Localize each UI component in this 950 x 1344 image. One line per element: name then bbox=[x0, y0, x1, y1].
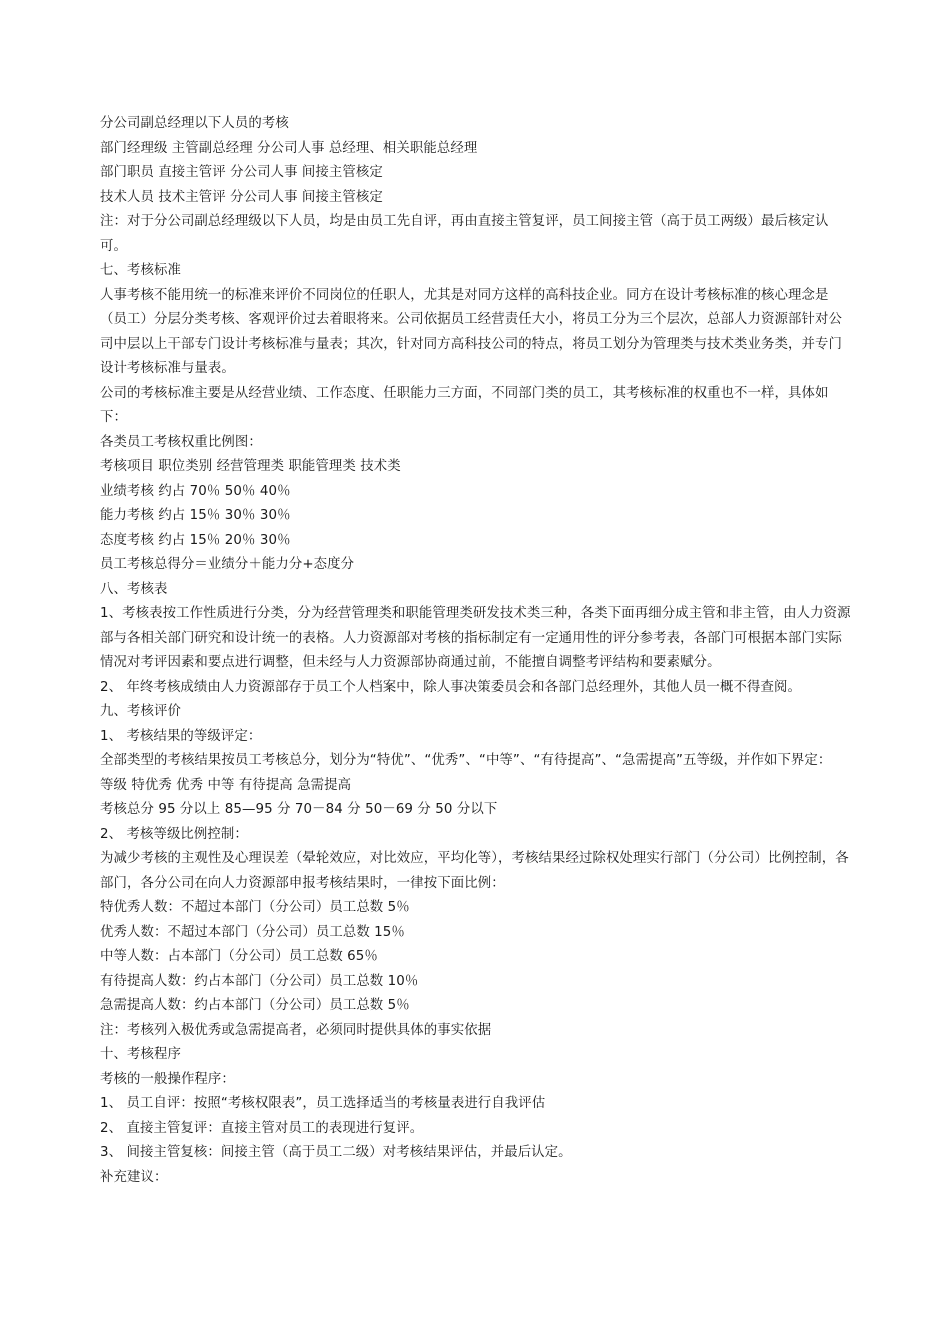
table-row-line: 业绩考核 约占 70％ 50％ 40％ bbox=[100, 483, 291, 499]
ratio-line: 急需提高人数：约占本部门（分公司）员工总数 5％ bbox=[100, 998, 410, 1013]
note-line: 注：考核列入极优秀或急需提高者，必须同时提供具体的事实依据 bbox=[100, 1022, 492, 1038]
text-line: 分公司副总经理以下人员的考核 bbox=[100, 116, 289, 131]
paragraph: 2、 年终考核成绩由人力资源部存于员工个人档案中，除人事决策委员会和各部门总经理外，其他人员一概不得查阅。 bbox=[100, 679, 801, 695]
ratio-line: 有待提高人数：约占本部门（分公司）员工总数 10％ bbox=[100, 973, 419, 989]
text-line: 考核的一般操作程序： bbox=[100, 1071, 235, 1087]
table-row-line: 考核总分 95 分以上 85—95 分 70－84 分 50－69 分 50 分以下 bbox=[100, 802, 498, 817]
section-heading: 九、考核评价 bbox=[100, 704, 181, 719]
formula-line: 员工考核总得分＝业绩分＋能力分+态度分 bbox=[100, 557, 355, 572]
procedure-step: 3、 间接主管复核：间接主管（高于员工二级）对考核结果评估，并最后认定。 bbox=[100, 1145, 572, 1160]
paragraph: 1、考核表按工作性质进行分类，分为经营管理类和职能管理类研发技术类三种，各类下面再细分成主管和非主管，由人力资源部与各相关部门研究和设计统一的表格。人力资源部对考核的指标制定有一定通用性的评分参考表，各部门可根据本部门实际情况对考评因素和要点进行调整，但未经与人力资源部协商通过前，不能擅自调整考评结构和要素赋分。 bbox=[100, 606, 851, 670]
section-heading: 七、考核标准 bbox=[100, 263, 181, 278]
table-header-line: 考核项目 职位类别 经营管理类 职能管理类 技术类 bbox=[100, 459, 401, 474]
table-row-line: 能力考核 约占 15％ 30％ 30％ bbox=[100, 508, 291, 523]
table-row-line: 态度考核 约占 15％ 20％ 30％ bbox=[100, 532, 291, 548]
paragraph: 全部类型的考核结果按员工考核总分，划分为“特优”、“优秀”、“中等”、“有待提高”、“急需提高”五等级，并作如下界定： bbox=[100, 753, 832, 768]
document-page bbox=[100, 112, 852, 1190]
procedure-step: 1、 员工自评：按照“考核权限表”，员工选择适当的考核量表进行自我评估 bbox=[100, 1096, 546, 1111]
section-heading: 八、考核表 bbox=[100, 581, 168, 597]
paragraph: 为减少考核的主观性及心理误差（晕轮效应，对比效应，平均化等），考核结果经过除权处理实行部门（分公司）比例控制，各部门，各分公司在向人力资源部申报考核结果时，一律按下面比例： bbox=[100, 851, 849, 891]
text-line: 各类员工考核权重比例图： bbox=[100, 434, 262, 450]
note-paragraph: 注：对于分公司副总经理级以下人员，均是由员工先自评，再由直接主管复评，员工间接主管（高于员工两级）最后核定认可。 bbox=[100, 214, 829, 254]
text-line: 技术人员 技术主管评 分公司人事 间接主管核定 bbox=[100, 189, 383, 205]
text-line: 部门经理级 主管副总经理 分公司人事 总经理、相关职能总经理 bbox=[100, 140, 478, 156]
subheading: 1、 考核结果的等级评定： bbox=[100, 728, 262, 744]
paragraph: 人事考核不能用统一的标准来评价不同岗位的任职人，尤其是对同方这样的高科技企业。同方在设计考核标准的核心理念是（员工）分层分类考核、客观评价过去着眼将来。公司依据员工经营责任大小，将员工分为三个层次，总部人力资源部针对公司中层以上干部专门设计考核标准与量表；其次，针对同方高科技公司的特点，将员工划分为管理类与技术类业务类，并专门设计考核标准与量表。 bbox=[100, 287, 842, 376]
paragraph: 公司的考核标准主要是从经营业绩、工作态度、任职能力三方面，不同部门类的员工，其考核标准的权重也不一样，具体如下： bbox=[100, 385, 829, 425]
text-line: 部门职员 直接主管评 分公司人事 间接主管核定 bbox=[100, 165, 383, 180]
subheading: 2、 考核等级比例控制： bbox=[100, 826, 248, 842]
procedure-step: 2、 直接主管复评：直接主管对员工的表现进行复评。 bbox=[100, 1120, 424, 1136]
table-header-line: 等级 特优秀 优秀 中等 有待提高 急需提高 bbox=[100, 777, 352, 793]
text-line: 补充建议： bbox=[100, 1169, 168, 1185]
ratio-line: 优秀人数：不超过本部门（分公司）员工总数 15％ bbox=[100, 924, 405, 940]
section-heading: 十、考核程序 bbox=[100, 1047, 181, 1062]
ratio-line: 特优秀人数：不超过本部门（分公司）员工总数 5％ bbox=[100, 900, 410, 915]
ratio-line: 中等人数：占本部门（分公司）员工总数 65％ bbox=[100, 949, 378, 964]
